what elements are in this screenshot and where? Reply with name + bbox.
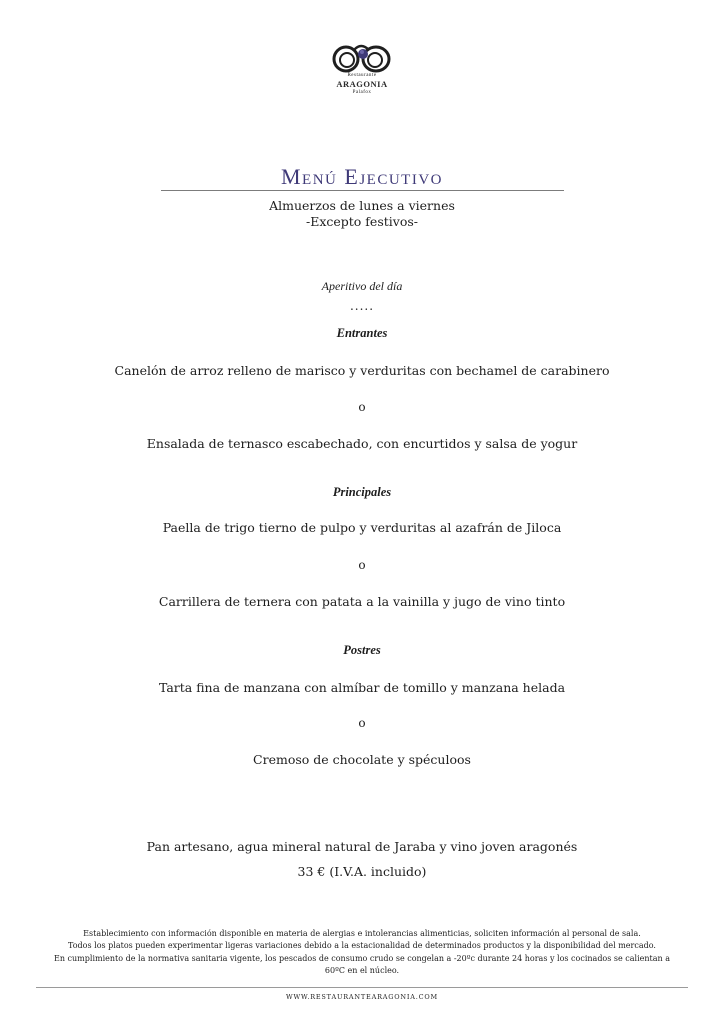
dots-separator: ..... xyxy=(349,299,375,313)
page-title: Menú Ejecutivo xyxy=(281,164,443,189)
variation-notice: Todos los platos pueden experimentar ligeras variaciones debido a la estacionalidad de determinados productos y la disponibilidad del mercado. xyxy=(68,941,656,950)
course-heading-entrantes: Entrantes xyxy=(336,326,388,340)
or-separator: o xyxy=(358,558,366,572)
menu-price: 33 € (I.V.A. incluido) xyxy=(297,864,427,879)
dish-postre-1: Tarta fina de manzana con almíbar de tomillo y manzana helada xyxy=(158,680,566,695)
holiday-note: -Excepto festivos- xyxy=(305,214,418,229)
allergen-notice: Establecimiento con información disponible en materia de alergias e intolerancias alimenticias, soliciten información al personal de sala. xyxy=(83,929,641,938)
footer-divider xyxy=(36,987,688,988)
schedule-subtitle: Almuerzos de lunes a viernes xyxy=(269,198,455,213)
sanitary-notice-cont: 60ºC en el núcleo. xyxy=(324,966,400,975)
or-separator: o xyxy=(358,400,366,414)
dish-entrante-2: Ensalada de ternasco escabechado, con encurtidos y salsa de yogur xyxy=(146,436,578,451)
course-heading-postres: Postres xyxy=(343,643,381,657)
logo-line-palafox: Palafox xyxy=(352,90,372,95)
logo-emblem-icon xyxy=(331,40,393,74)
dish-principal-1: Paella de trigo tierno de pulpo y verduritas al azafrán de Jiloca xyxy=(162,520,562,535)
restaurant-logo xyxy=(331,40,393,104)
logo-line-restaurante: Restaurante xyxy=(347,73,377,78)
sanitary-notice: En cumplimiento de la normativa sanitaria vigente, los pescados de consumo crudo se congelan a -20ºc durante 24 horas y los cocinados se calientan a xyxy=(54,954,670,963)
aperitivo-line: Aperitivo del día xyxy=(321,279,403,293)
course-heading-principales: Principales xyxy=(332,485,392,499)
dish-postre-2: Cremoso de chocolate y spéculoos xyxy=(253,752,471,767)
logo-line-aragonia: ARAGONIA xyxy=(336,79,388,89)
website-link[interactable]: WWW.RESTAURANTEARAGONIA.COM xyxy=(286,993,438,1001)
included-items: Pan artesano, agua mineral natural de Jaraba y vino joven aragonés xyxy=(146,839,578,854)
dish-principal-2: Carrillera de ternera con patata a la vainilla y jugo de vino tinto xyxy=(158,594,566,609)
dish-entrante-1: Canelón de arroz relleno de marisco y verduritas con bechamel de carabinero xyxy=(114,363,610,378)
or-separator: o xyxy=(358,716,366,730)
title-divider xyxy=(161,190,564,191)
